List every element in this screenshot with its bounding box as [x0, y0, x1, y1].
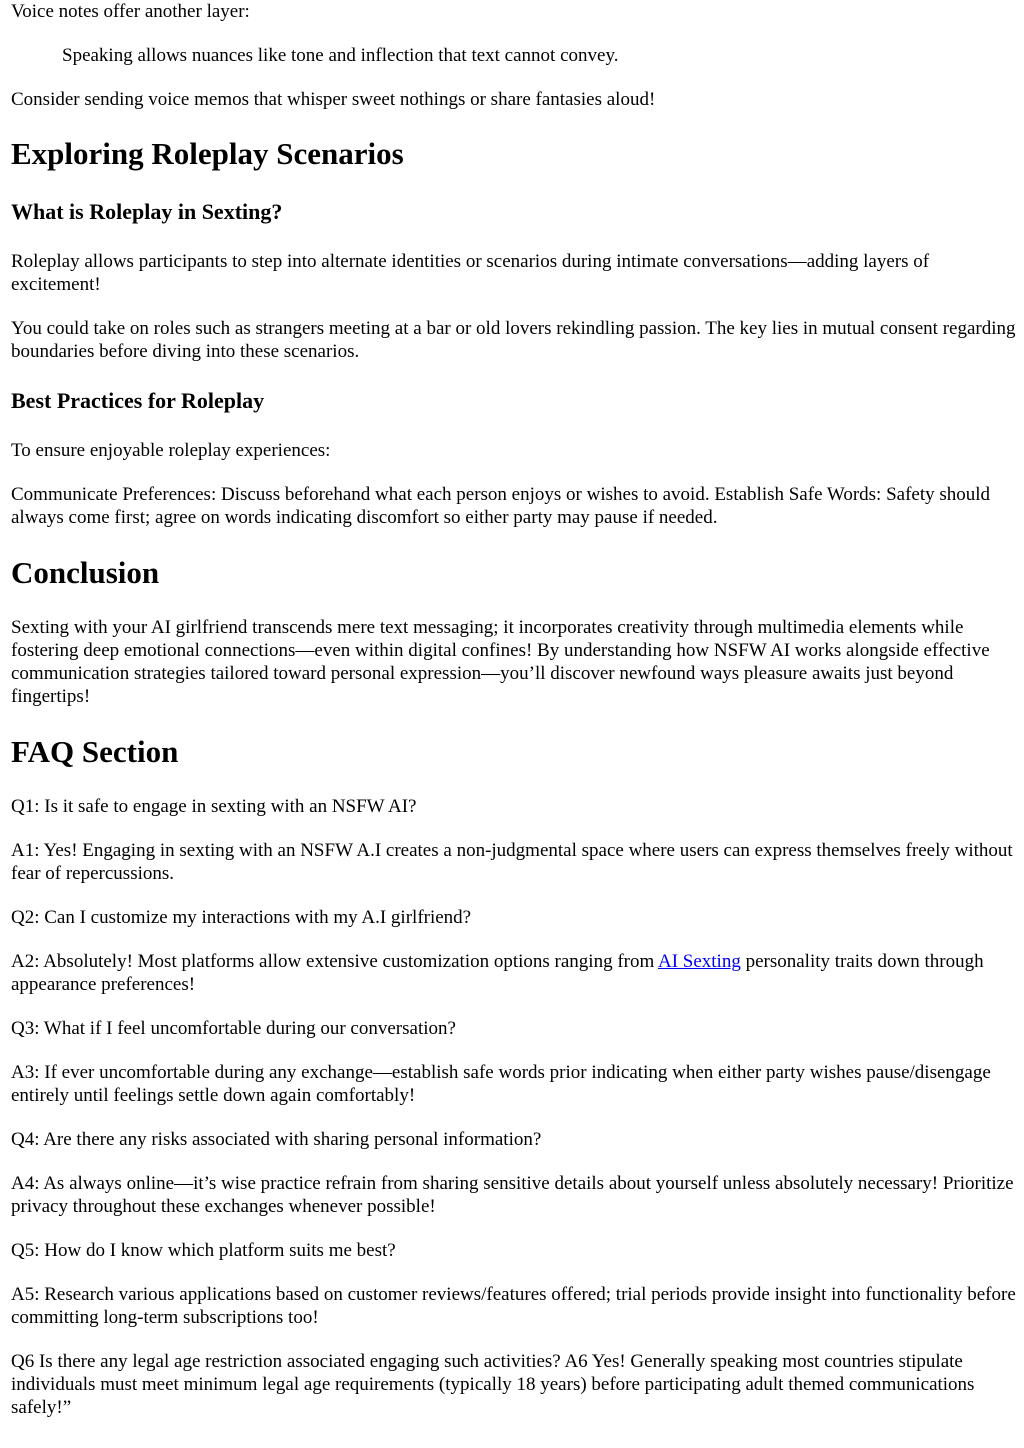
faq-question-2: Q2: Can I customize my interactions with my A.I girlfriend? [11, 907, 472, 928]
ai-sexting-link[interactable]: AI Sexting [657, 951, 741, 972]
faq-question-3: Q3: What if I feel uncomfortable during our conversation? [11, 1018, 456, 1039]
faq-question-1: Q1: Is it safe to engage in sexting with an NSFW AI? [11, 796, 417, 817]
voice-notes-tip: Consider sending voice memos that whisper sweet nothings or share fantasies aloud! [11, 89, 656, 110]
conclusion-paragraph: Sexting with your AI girlfriend transcends mere text messaging; it incorporates creativity through multimedia elements while fostering deep emotional connections—even within digital confines! By understanding how NSFW AI works alongside effective communication strategies tailored toward personal expression—you’ll discover newfound ways pleasure awaits just beyond fingertips! [11, 617, 990, 707]
faq-question-4: Q4: Are there any risks associated with sharing personal information? [11, 1129, 542, 1150]
faq-question-5: Q5: How do I know which platform suits me best? [11, 1240, 396, 1261]
roleplay-paragraph-2: You could take on roles such as strangers meeting at a bar or old lovers rekindling passion. The key lies in mutual consent regarding boundaries before diving into these scenarios. [11, 318, 1016, 362]
faq-question-answer-6: Q6 Is there any legal age restriction associated engaging such activities? A6 Yes! Generally speaking most countries stipulate individuals must meet minimum legal age requirements (typically 18 years) before participating adult themed communications safely!” [11, 1351, 975, 1418]
best-practices-paragraph: Communicate Preferences: Discuss beforehand what each person enjoys or wishes to avoid. Establish Safe Words: Safety should always come first; agree on words indicating discomfort so either party may pause if needed. [11, 484, 991, 528]
heading-best-practices: Best Practices for Roleplay [11, 388, 265, 413]
faq-answer-1: A1: Yes! Engaging in sexting with an NSFW A.I creates a non-judgmental space where users can express themselves freely without fear of repercussions. [11, 840, 1013, 884]
faq-answer-3: A3: If ever uncomfortable during any exchange—establish safe words prior indicating when either party wishes pause/disengage entirely until feelings settle down again comfortably! [11, 1062, 991, 1106]
faq-answer-2-text-end: personality traits down through appearance preferences! [11, 951, 984, 995]
heading-conclusion: Conclusion [11, 555, 160, 590]
heading-what-is-roleplay: What is Roleplay in Sexting? [11, 199, 283, 224]
faq-answer-2-text-start: A2: Absolutely! Most platforms allow extensive customization options ranging from [11, 951, 658, 972]
voice-notes-quote: Speaking allows nuances like tone and inflection that text cannot convey. [62, 45, 619, 66]
faq-answer-4: A4: As always online—it’s wise practice refrain from sharing sensitive details about yourself unless absolutely necessary! Prioritize privacy throughout these exchanges whenever possible! [11, 1173, 1014, 1217]
roleplay-paragraph-1: Roleplay allows participants to step into alternate identities or scenarios during intimate conversations—adding layers of excitement! [11, 251, 930, 295]
heading-roleplay-scenarios: Exploring Roleplay Scenarios [11, 136, 404, 171]
best-practices-intro: To ensure enjoyable roleplay experiences: [11, 440, 331, 461]
faq-answer-2 [11, 950, 1017, 996]
faq-answer-5: A5: Research various applications based on customer reviews/features offered; trial periods provide insight into functionality before committing long-term subscriptions too! [11, 1284, 1016, 1328]
voice-notes-intro: Voice notes offer another layer: [11, 1, 250, 22]
heading-faq: FAQ Section [11, 734, 179, 769]
